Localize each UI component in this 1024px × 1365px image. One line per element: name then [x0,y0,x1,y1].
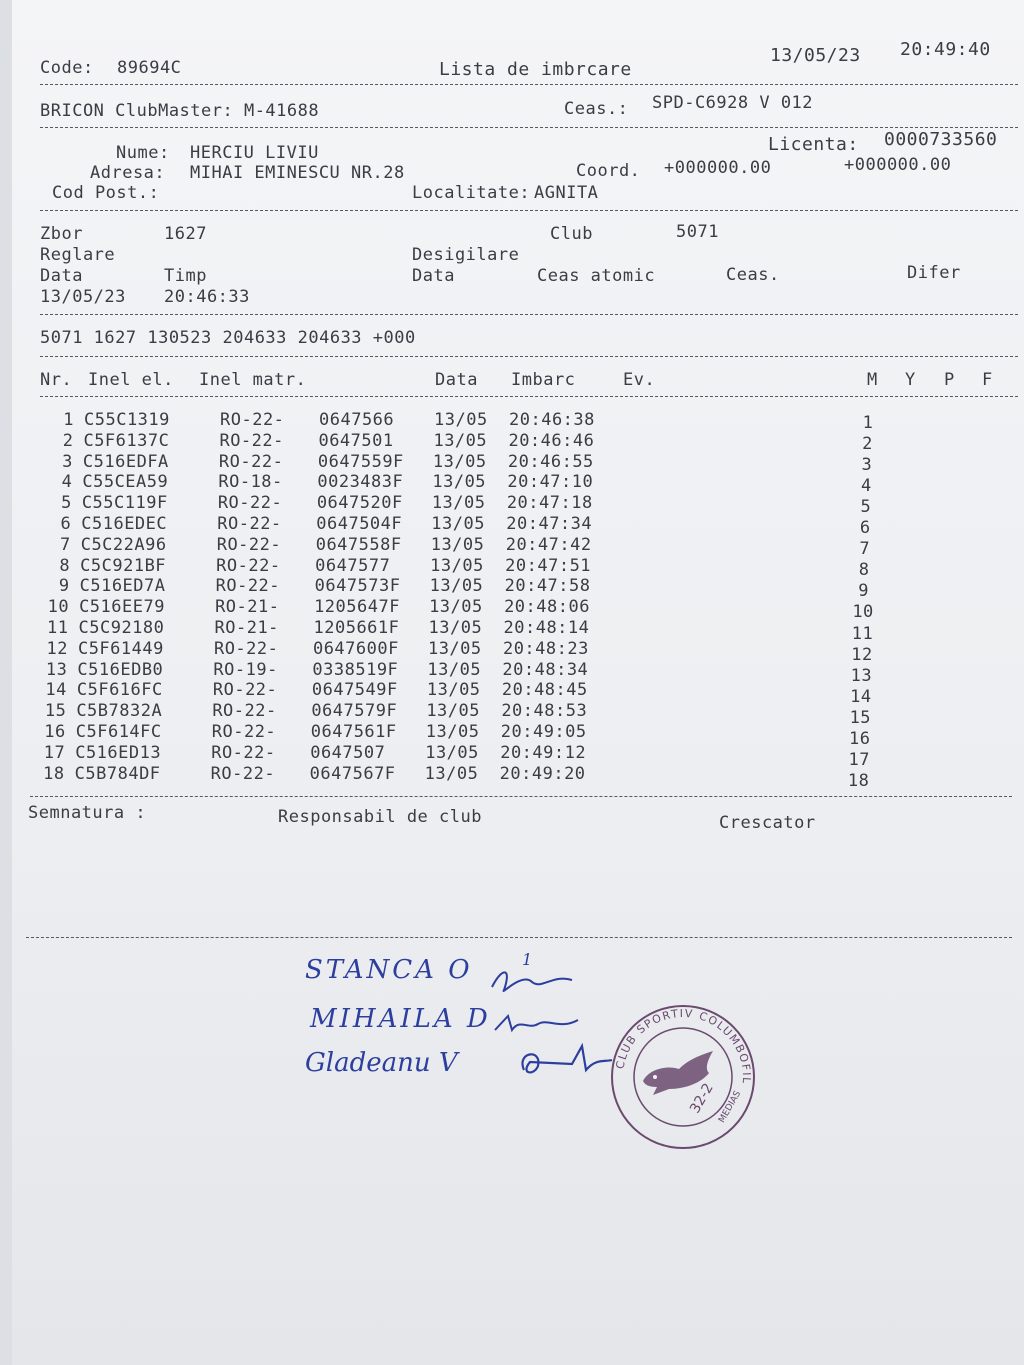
row-inel-el: C5F614FC [75,722,162,742]
timp-label: Timp [164,266,207,286]
row-nr: 4 [61,472,73,493]
row-ring-prefix: RO-22- [213,638,279,659]
table-row [12,742,1003,770]
row-ring-prefix: RO-22- [217,493,283,514]
row-date: 13/05 [425,742,479,763]
row-time: 20:48:53 [501,701,588,722]
stamp-city: MEDIAS [717,1089,744,1125]
row-time: 20:48:14 [503,618,590,638]
print-date: 13/05/23 [770,45,861,66]
row-nr: 13 [45,659,68,680]
reglare-time: 20:46:33 [164,287,250,307]
crescator-label: Crescator [719,813,816,833]
table-row [12,597,1007,623]
row-ring-number: 0647520F [316,493,403,514]
row-inel-el: C5F6137C [83,430,170,451]
row-nr: 10 [47,597,70,618]
semnatura-label: Semnatura : [28,803,147,823]
col-inel-matr: Inel matr. [199,370,307,390]
code-value: 89694C [117,58,182,78]
row-time: 20:48:06 [504,597,590,618]
row-inel-el: C516EDEC [81,514,168,534]
stamp-number: 32-2 [687,1080,717,1117]
table-row [12,763,1003,791]
row-inel-el: C5F61449 [77,638,164,659]
reglare-label: Reglare [40,245,116,265]
clock-label: Ceas.: [564,99,629,119]
row-m: 13 [850,665,873,686]
table-row [12,430,1011,455]
row-nr: 11 [47,618,69,638]
row-inel-el: C55C119F [81,493,168,514]
row-m: 8 [858,560,870,581]
row-m: 9 [858,581,869,602]
row-ring-number: 0647558F [315,534,402,555]
coord-y: +000000.00 [844,155,952,175]
divider [26,937,1012,938]
row-inel-el: C516ED7A [79,576,166,597]
row-ring-prefix: RO-22- [218,451,284,472]
row-nr: 15 [44,701,67,722]
divider [40,396,1018,397]
row-nr: 2 [62,430,74,451]
col-m: M [867,370,878,390]
row-inel-el: C5C92180 [78,618,165,638]
row-m: 2 [862,434,873,455]
row-ring-number: 0647567F [309,763,396,784]
flight-code-line: 5071 1627 130523 204633 204633 +000 [40,328,416,348]
row-ring-number: 0647501 [318,430,394,451]
row-date: 13/05 [434,410,488,430]
row-date: 13/05 [424,763,479,784]
col-y: Y [905,370,916,390]
row-date: 13/05 [428,618,483,638]
row-time: 20:47:18 [506,493,593,514]
divider [40,84,1018,85]
page-shadow-edge [0,0,12,1365]
clock-value: SPD-C6928 V 012 [652,93,814,113]
row-ring-prefix: RO-21- [214,618,279,638]
table-row [12,514,1009,539]
row-date: 13/05 [429,576,484,597]
col-p: P [944,370,955,390]
table-row [12,638,1006,665]
row-ring-number: 0647573F [314,576,401,597]
divider [40,356,1018,357]
row-ring-prefix: RO-22- [219,430,284,451]
row-date: 13/05 [425,722,480,742]
row-m: 16 [849,728,871,749]
row-m: 15 [849,707,872,728]
row-ring-number: 1205647F [314,597,400,618]
table-row [12,555,1008,581]
col-data: Data [435,370,478,390]
row-m: 6 [859,518,871,539]
row-time: 20:48:23 [502,638,589,659]
row-nr: 18 [43,763,65,784]
row-m: 7 [859,539,871,560]
postcode-label: Cod Post.: [52,183,160,203]
row-nr: 6 [60,514,72,534]
license-value: 0000733560 [884,129,998,150]
row-ring-prefix: RO-22- [212,680,278,701]
row-ring-prefix: RO-22- [210,763,276,784]
desigilare-label: Desigilare [412,245,520,265]
row-m: 4 [860,476,872,497]
row-ring-number: 0647507 [310,742,386,763]
row-inel-el: C516EDFA [82,451,169,472]
row-ring-number: 0647561F [310,722,397,742]
row-date: 13/05 [431,493,486,514]
reglare-date: 13/05/23 [40,287,126,307]
row-date: 13/05 [430,555,484,576]
embarkation-list-document [12,0,1024,1365]
row-date: 13/05 [426,680,481,701]
row-time: 20:47:10 [507,472,594,493]
row-nr: 12 [46,638,68,659]
difer-label: Difer [907,263,961,283]
row-m: 14 [850,686,872,707]
row-nr: 14 [45,680,67,701]
divider [40,314,1018,315]
col-inel-el: Inel el. [88,370,174,390]
club-label: Club [550,224,593,244]
owner-address: MIHAI EMINESCU NR.28 [190,163,405,183]
coord-x: +000000.00 [664,158,772,178]
stamp-ring-text: CLUB SPORTIV COLUMBOFIL [613,1006,754,1086]
col-ev: Ev. [623,370,656,390]
row-inel-el: C55C1319 [84,410,170,430]
row-m: 17 [848,749,870,770]
row-ring-prefix: RO-22- [216,534,282,555]
row-ring-number: 0647600F [312,638,399,659]
col-f: F [982,370,993,390]
table-row [12,701,1004,728]
table-row [12,576,1008,602]
row-inel-el: C516ED13 [75,742,162,763]
row-ring-prefix: RO-22- [220,410,285,430]
locality-value: AGNITA [534,183,599,203]
row-m: 5 [860,497,872,518]
table-row [12,659,1005,686]
table-row [12,410,1012,431]
coord-label: Coord. [576,161,641,181]
print-time: 20:49:40 [900,39,991,60]
table-row [12,534,1009,560]
row-inel-el: C5F616FC [76,680,163,701]
club-value: 5071 [676,222,719,242]
row-date: 13/05 [433,430,488,451]
row-m: 1 [862,413,874,433]
owner-name: HERCIU LIVIU [190,143,319,163]
row-nr: 7 [59,534,71,555]
col-imbarc: Imbarc [511,370,576,390]
row-m: 10 [852,602,874,623]
zbor-value: 1627 [164,224,207,244]
row-time: 20:47:51 [505,555,592,576]
row-ring-number: 0338519F [312,659,399,680]
name-label: Nume: [116,143,170,163]
club-stamp [609,1003,757,1151]
row-inel-el: C5B784DF [74,763,161,784]
row-nr: 9 [58,576,70,597]
table-row [12,618,1007,644]
row-ring-number: 0647579F [311,701,398,722]
row-time: 20:49:05 [500,722,587,742]
table-row [12,722,1004,749]
document-title: Lista de imbrcare [439,59,632,80]
row-inel-el: C55CEA59 [82,472,169,493]
data-label-2: Data [412,266,455,286]
row-time: 20:47:42 [505,534,592,555]
signature-scribble-3 [512,1040,617,1082]
row-date: 13/05 [427,638,482,659]
row-inel-el: C516EDB0 [77,659,164,680]
row-time: 20:47:34 [506,514,593,534]
row-inel-el: C5C22A96 [80,534,167,555]
row-time: 20:47:58 [504,576,591,597]
row-time: 20:49:20 [499,763,586,784]
license-label: Licenta: [768,134,859,155]
signature-scribble-1 [482,962,582,998]
row-ring-prefix: RO-18- [218,472,283,493]
locality-label: Localitate: [412,183,531,203]
signature-stanca: STANCA O [305,955,473,985]
row-date: 13/05 [431,514,485,534]
row-ring-number: 0023483F [317,472,404,493]
divider [30,796,1012,797]
row-ring-number: 0647566 [319,410,395,430]
data-label: Data [40,266,83,286]
divider [40,210,1018,211]
row-nr: 8 [59,555,71,576]
row-date: 13/05 [432,472,487,493]
row-ring-prefix: RO-22- [212,701,277,722]
col-nr: Nr. [40,370,73,390]
ceas-label: Ceas. [726,265,780,285]
row-nr: 17 [43,742,66,763]
row-ring-prefix: RO-21- [215,597,280,618]
row-ring-prefix: RO-22- [211,722,277,742]
signature-mihaila: MIHAILA D [310,1004,491,1034]
row-date: 13/05 [432,451,487,472]
row-date: 13/05 [430,534,485,555]
row-nr: 3 [62,451,73,472]
row-date: 13/05 [427,659,482,680]
row-ring-prefix: RO-22- [211,742,276,763]
address-label: Adresa: [90,163,166,183]
row-date: 13/05 [429,597,483,618]
row-date: 13/05 [426,701,480,722]
row-ring-number: 0647549F [311,680,398,701]
row-nr: 16 [44,722,66,742]
row-ring-prefix: RO-22- [217,514,282,534]
row-m: 3 [861,455,873,476]
ceas-atomic-label: Ceas atomic [537,266,656,286]
row-ring-number: 0647559F [317,451,404,472]
responsabil-label: Responsabil de club [278,807,482,827]
row-ring-number: 0647577 [315,555,391,576]
row-m: 12 [851,644,873,665]
table-row [12,472,1010,497]
row-inel-el: C5C921BF [80,555,167,576]
row-ring-number: 1205661F [313,618,400,638]
row-time: 20:46:38 [509,410,595,430]
zbor-label: Zbor [40,224,83,244]
signature-mark: 1 [522,950,533,969]
row-m: 11 [851,623,874,644]
row-inel-el: C5B7832A [76,701,163,722]
row-ring-number: 0647504F [316,514,403,534]
row-nr: 5 [61,493,72,514]
row-ring-prefix: RO-19- [213,659,278,680]
row-time: 20:49:12 [500,742,587,763]
system-name: BRICON ClubMaster: M-41688 [40,101,320,121]
row-ring-prefix: RO-22- [215,576,281,597]
row-ring-prefix: RO-22- [216,555,281,576]
row-inel-el: C516EE79 [79,597,165,618]
table-row [12,451,1011,476]
row-nr: 1 [63,410,74,430]
row-time: 20:48:34 [502,659,589,680]
table-row [12,680,1005,707]
row-m: 18 [847,770,870,791]
row-time: 20:48:45 [501,680,588,701]
signature-scribble-2 [490,1008,585,1038]
code-label: Code: [40,58,94,78]
divider [40,127,1018,128]
row-time: 20:46:46 [508,430,595,451]
signature-gladeanu: Gladeanu V [305,1048,458,1078]
row-time: 20:46:55 [507,451,594,472]
table-row [12,493,1010,518]
